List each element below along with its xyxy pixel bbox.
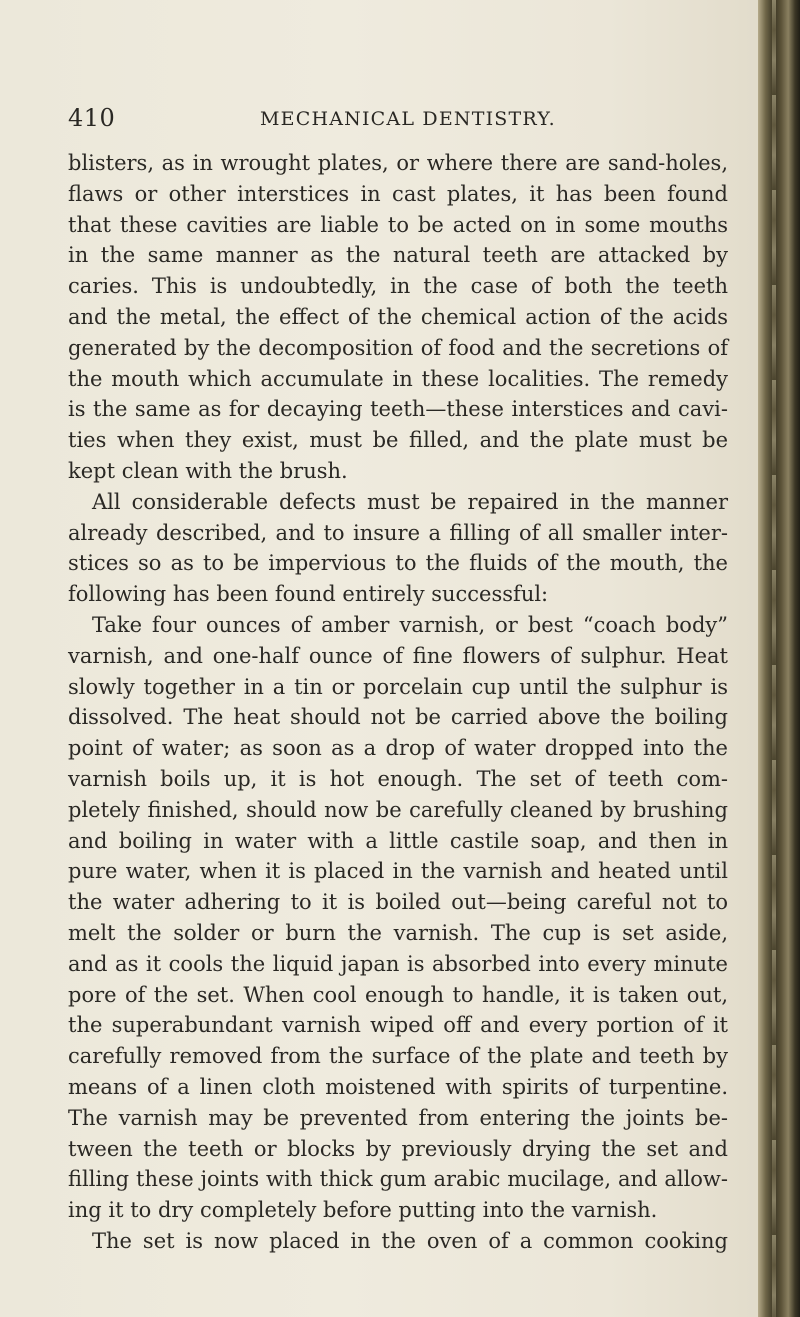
body-text: [68, 148, 728, 1257]
text-line: generated by the decomposition of food and the secretions of: [68, 335, 728, 360]
text-line: carefully removed from the surface of the plate and teeth by: [68, 1044, 728, 1069]
spine-highlight: [772, 0, 776, 1317]
book-spine-edge: [758, 0, 800, 1317]
text-line: following has been found entirely successful:: [68, 582, 549, 607]
text-line: stices so as to be impervious to the fluids of the mouth, the: [68, 551, 728, 576]
text-line: slowly together in a tin or porcelain cup until the sulphur is: [68, 674, 728, 699]
text-line: melt the solder or burn the varnish. The cup is set aside,: [68, 920, 728, 945]
text-line: ing it to dry completely before putting into the varnish.: [68, 1198, 658, 1223]
text-line: varnish, and one-half ounce of fine flowers of sulphur. Heat: [68, 643, 728, 668]
text-line: blisters, as in wrought plates, or where there are sand-holes,: [68, 151, 728, 175]
text-line: dissolved. The heat should not be carried above the boiling: [68, 705, 728, 730]
text-line: caries. This is undoubtedly, in the case of both the teeth: [68, 274, 728, 299]
text-line: the superabundant varnish wiped off and every portion of it: [68, 1013, 728, 1038]
text-line: and as it cools the liquid japan is absorbed into every minute: [68, 951, 728, 976]
text-line: and the metal, the effect of the chemical action of the acids: [68, 304, 728, 329]
text-line: varnish boils up, it is hot enough. The set of teeth com-: [68, 766, 728, 791]
text-line: means of a linen cloth moistened with spirits of turpentine.: [68, 1074, 728, 1099]
text-line: kept clean with the brush.: [68, 458, 348, 483]
running-head: MECHANICAL DENTISTRY.: [260, 108, 556, 130]
text-line: that these cavities are liable to be acted on in some mouths: [68, 212, 728, 237]
text-line: pletely finished, should now be carefully cleaned by brushing: [68, 797, 728, 822]
text-line: Take four ounces of amber varnish, or best “coach body”: [92, 612, 728, 637]
text-line: point of water; as soon as a drop of water dropped into the: [68, 736, 728, 761]
text-line: ties when they exist, must be filled, and the plate must be: [68, 428, 728, 453]
text-line: filling these joints with thick gum arabic mucilage, and allow-: [68, 1167, 728, 1192]
text-line: pure water, when it is placed in the varnish and heated until: [68, 859, 728, 884]
text-line: The varnish may be prevented from entering the joints be-: [68, 1105, 728, 1130]
text-line: the water adhering to it is boiled out—being careful not to: [68, 890, 728, 915]
text-line: already described, and to insure a filling of all smaller inter-: [68, 520, 728, 545]
text-line: The set is now placed in the oven of a common cooking: [92, 1228, 728, 1253]
page-header: [68, 104, 728, 144]
text-line: tween the teeth or blocks by previously drying the set and: [68, 1136, 728, 1161]
text-line: in the same manner as the natural teeth are attacked by: [68, 243, 728, 268]
page-number: 410: [68, 104, 116, 132]
text-line: All considerable defects must be repaired in the manner: [92, 489, 728, 514]
text-line: pore of the set. When cool enough to handle, it is taken out,: [68, 982, 728, 1007]
text-line: the mouth which accumulate in these localities. The remedy: [68, 366, 728, 391]
text-line: and boiling in water with a little castile soap, and then in: [68, 828, 728, 853]
text-line: is the same as for decaying teeth—these interstices and cavi-: [68, 397, 728, 422]
text-line: flaws or other interstices in cast plates, it has been found: [68, 181, 728, 206]
